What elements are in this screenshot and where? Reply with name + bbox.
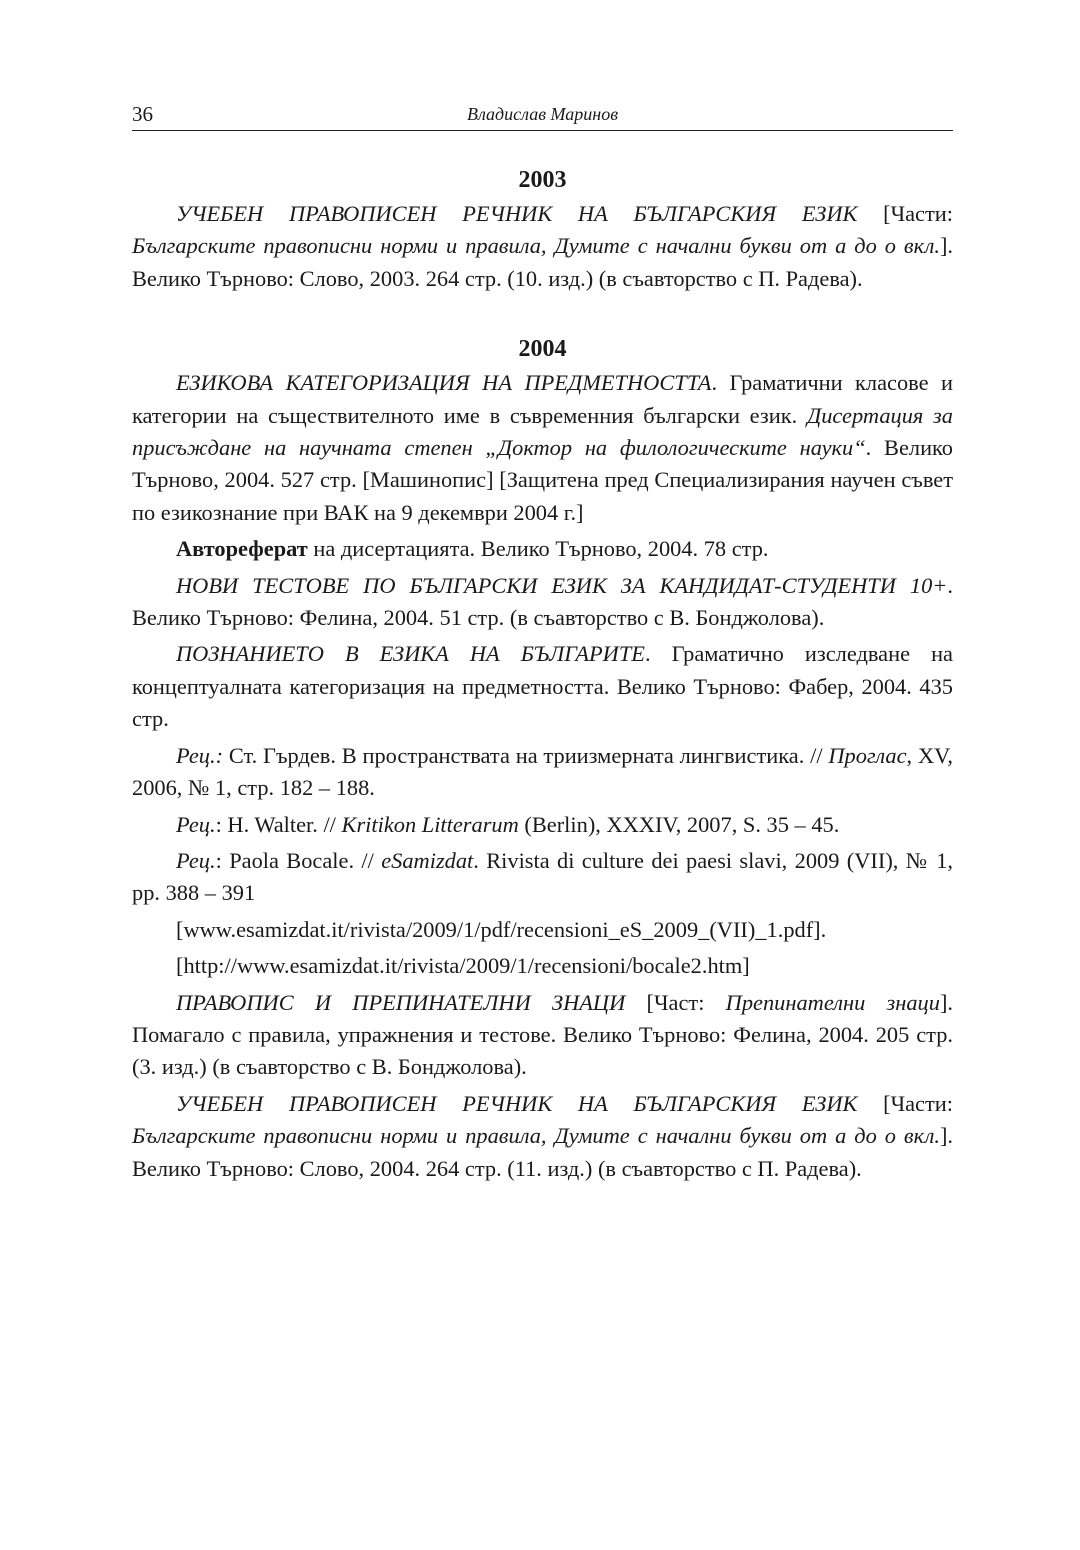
review-journal: Проглас: [828, 742, 907, 768]
entry-title: ПРАВОПИС И ПРЕПИНАТЕЛНИ ЗНАЦИ: [176, 989, 626, 1015]
entry-2004-dissertation: [132, 367, 953, 529]
review-label: Рец.:: [176, 742, 224, 768]
entry-parts: Българските правописни норми и правила, Думите с начални букви от а до о вкл.: [132, 1123, 940, 1149]
review-label: Рец.: [176, 847, 216, 873]
review-label: Рец.: [176, 811, 216, 837]
entry-part: Препинателни знаци: [725, 989, 940, 1015]
entry-italic: Дисертация за присъждане на научната степен „Доктор на филологическите науки“: [132, 402, 953, 461]
entry-text: [Част:: [625, 989, 726, 1015]
review-url-2: [http://www.esamizdat.it/rivista/2009/1/recensioni/bocale2.htm]: [176, 953, 750, 979]
entry-title: УЧЕБЕН ПРАВОПИСЕН РЕЧНИК НА БЪЛГАРСКИЯ ЕЗИК: [176, 1090, 858, 1116]
entry-text: [Части:: [857, 1090, 953, 1116]
review-text: : Paola Bocale. //: [215, 847, 382, 873]
entry-title: ПОЗНАНИЕТО В ЕЗИКА НА БЪЛГАРИТЕ: [176, 641, 645, 667]
entry-text: ]. Велико Търново: Слово, 2003. 264 стр. (10. изд.) (в съавторство с П. Радева).: [132, 233, 953, 291]
review-text: : H. Walter. //: [215, 811, 342, 837]
entry-title: НОВИ ТЕСТОВЕ ПО БЪЛГАРСКИ ЕЗИК ЗА КАНДИДАТ-СТУДЕНТИ 10+: [176, 572, 948, 598]
entry-2004-dictionary: [132, 1088, 953, 1185]
page-content: [132, 162, 953, 1189]
entry-2004-tests: [132, 570, 953, 635]
entry-text: ]. Помагало с правила, упражнения и тестове. Велико Търново: Фелина, 2004. 205 стр. (3. изд.) (в съавторство с В. Бонджолова).: [132, 989, 953, 1080]
review-3: [132, 845, 953, 910]
review-url-1: [www.esamizdat.it/rivista/2009/1/pdf/recensioni_eS_2009_(VII)_1.pdf].: [176, 916, 827, 942]
entry-text: . Велико Търново: Фелина, 2004. 51 стр. (в съавторство с В. Бонджолова).: [132, 572, 953, 631]
entry-2004-autoreferat: [132, 533, 953, 565]
review-2: [132, 809, 953, 841]
entry-text: . Велико Търново, 2004. 527 стр. [Машинопис] [Защитена пред Специализирания научен съвет по езикознание при ВАК на 9 декември 2004 г.]: [132, 435, 953, 525]
entry-text: [Части:: [857, 201, 953, 226]
year-heading-2004: 2004: [518, 336, 567, 363]
entry-text: . Граматични класове и категории на съществителното име в съвременния български език.: [132, 370, 953, 428]
running-head: Владислав Маринов: [466, 104, 619, 124]
entry-title: ЕЗИКОВА КАТЕГОРИЗАЦИЯ НА ПРЕДМЕТНОСТТА: [176, 370, 712, 396]
review-text: Ст. Гърдев. В пространствата на триизмерната лингвистика. //: [223, 742, 829, 768]
review-text: (Berlin), XXXIV, 2007, S. 35 – 45.: [518, 811, 840, 837]
entry-2003-dictionary: [132, 198, 953, 295]
entry-2004-punctuation: [132, 987, 953, 1084]
review-journal: Kritikon Litterarum: [341, 811, 519, 837]
entry-text: на дисертацията. Велико Търново, 2004. 78 стр.: [307, 536, 769, 562]
review-text: . Rivista di culture dei paesi slavi, 2009 (VII), № 1, pp. 388 – 391: [132, 847, 954, 906]
review-text: , XV, 2006, № 1, стр. 182 – 188.: [132, 742, 953, 801]
review-1: [132, 740, 953, 805]
entry-text: ]. Велико Търново: Слово, 2004. 264 стр. (11. изд.) (в съавторство с П. Радева).: [132, 1123, 953, 1181]
entry-text: . Граматично изследване на концептуалната категоризация на предметността. Велико Търново: Фабер, 2004. 435 стр.: [132, 641, 953, 732]
year-heading-2003: 2003: [518, 167, 567, 193]
entry-parts: Българските правописни норми и правила, Думите с начални букви от а до о вкл.: [132, 233, 940, 259]
entry-2004-cognition: [132, 638, 953, 735]
page-number: 36: [132, 102, 153, 126]
entry-bold: Автореферат: [176, 536, 308, 562]
entry-title: УЧЕБЕН ПРАВОПИСЕН РЕЧНИК НА БЪЛГАРСКИЯ ЕЗИК: [176, 201, 858, 226]
page-header: [132, 100, 953, 131]
review-journal: eSamizdat: [381, 847, 474, 873]
